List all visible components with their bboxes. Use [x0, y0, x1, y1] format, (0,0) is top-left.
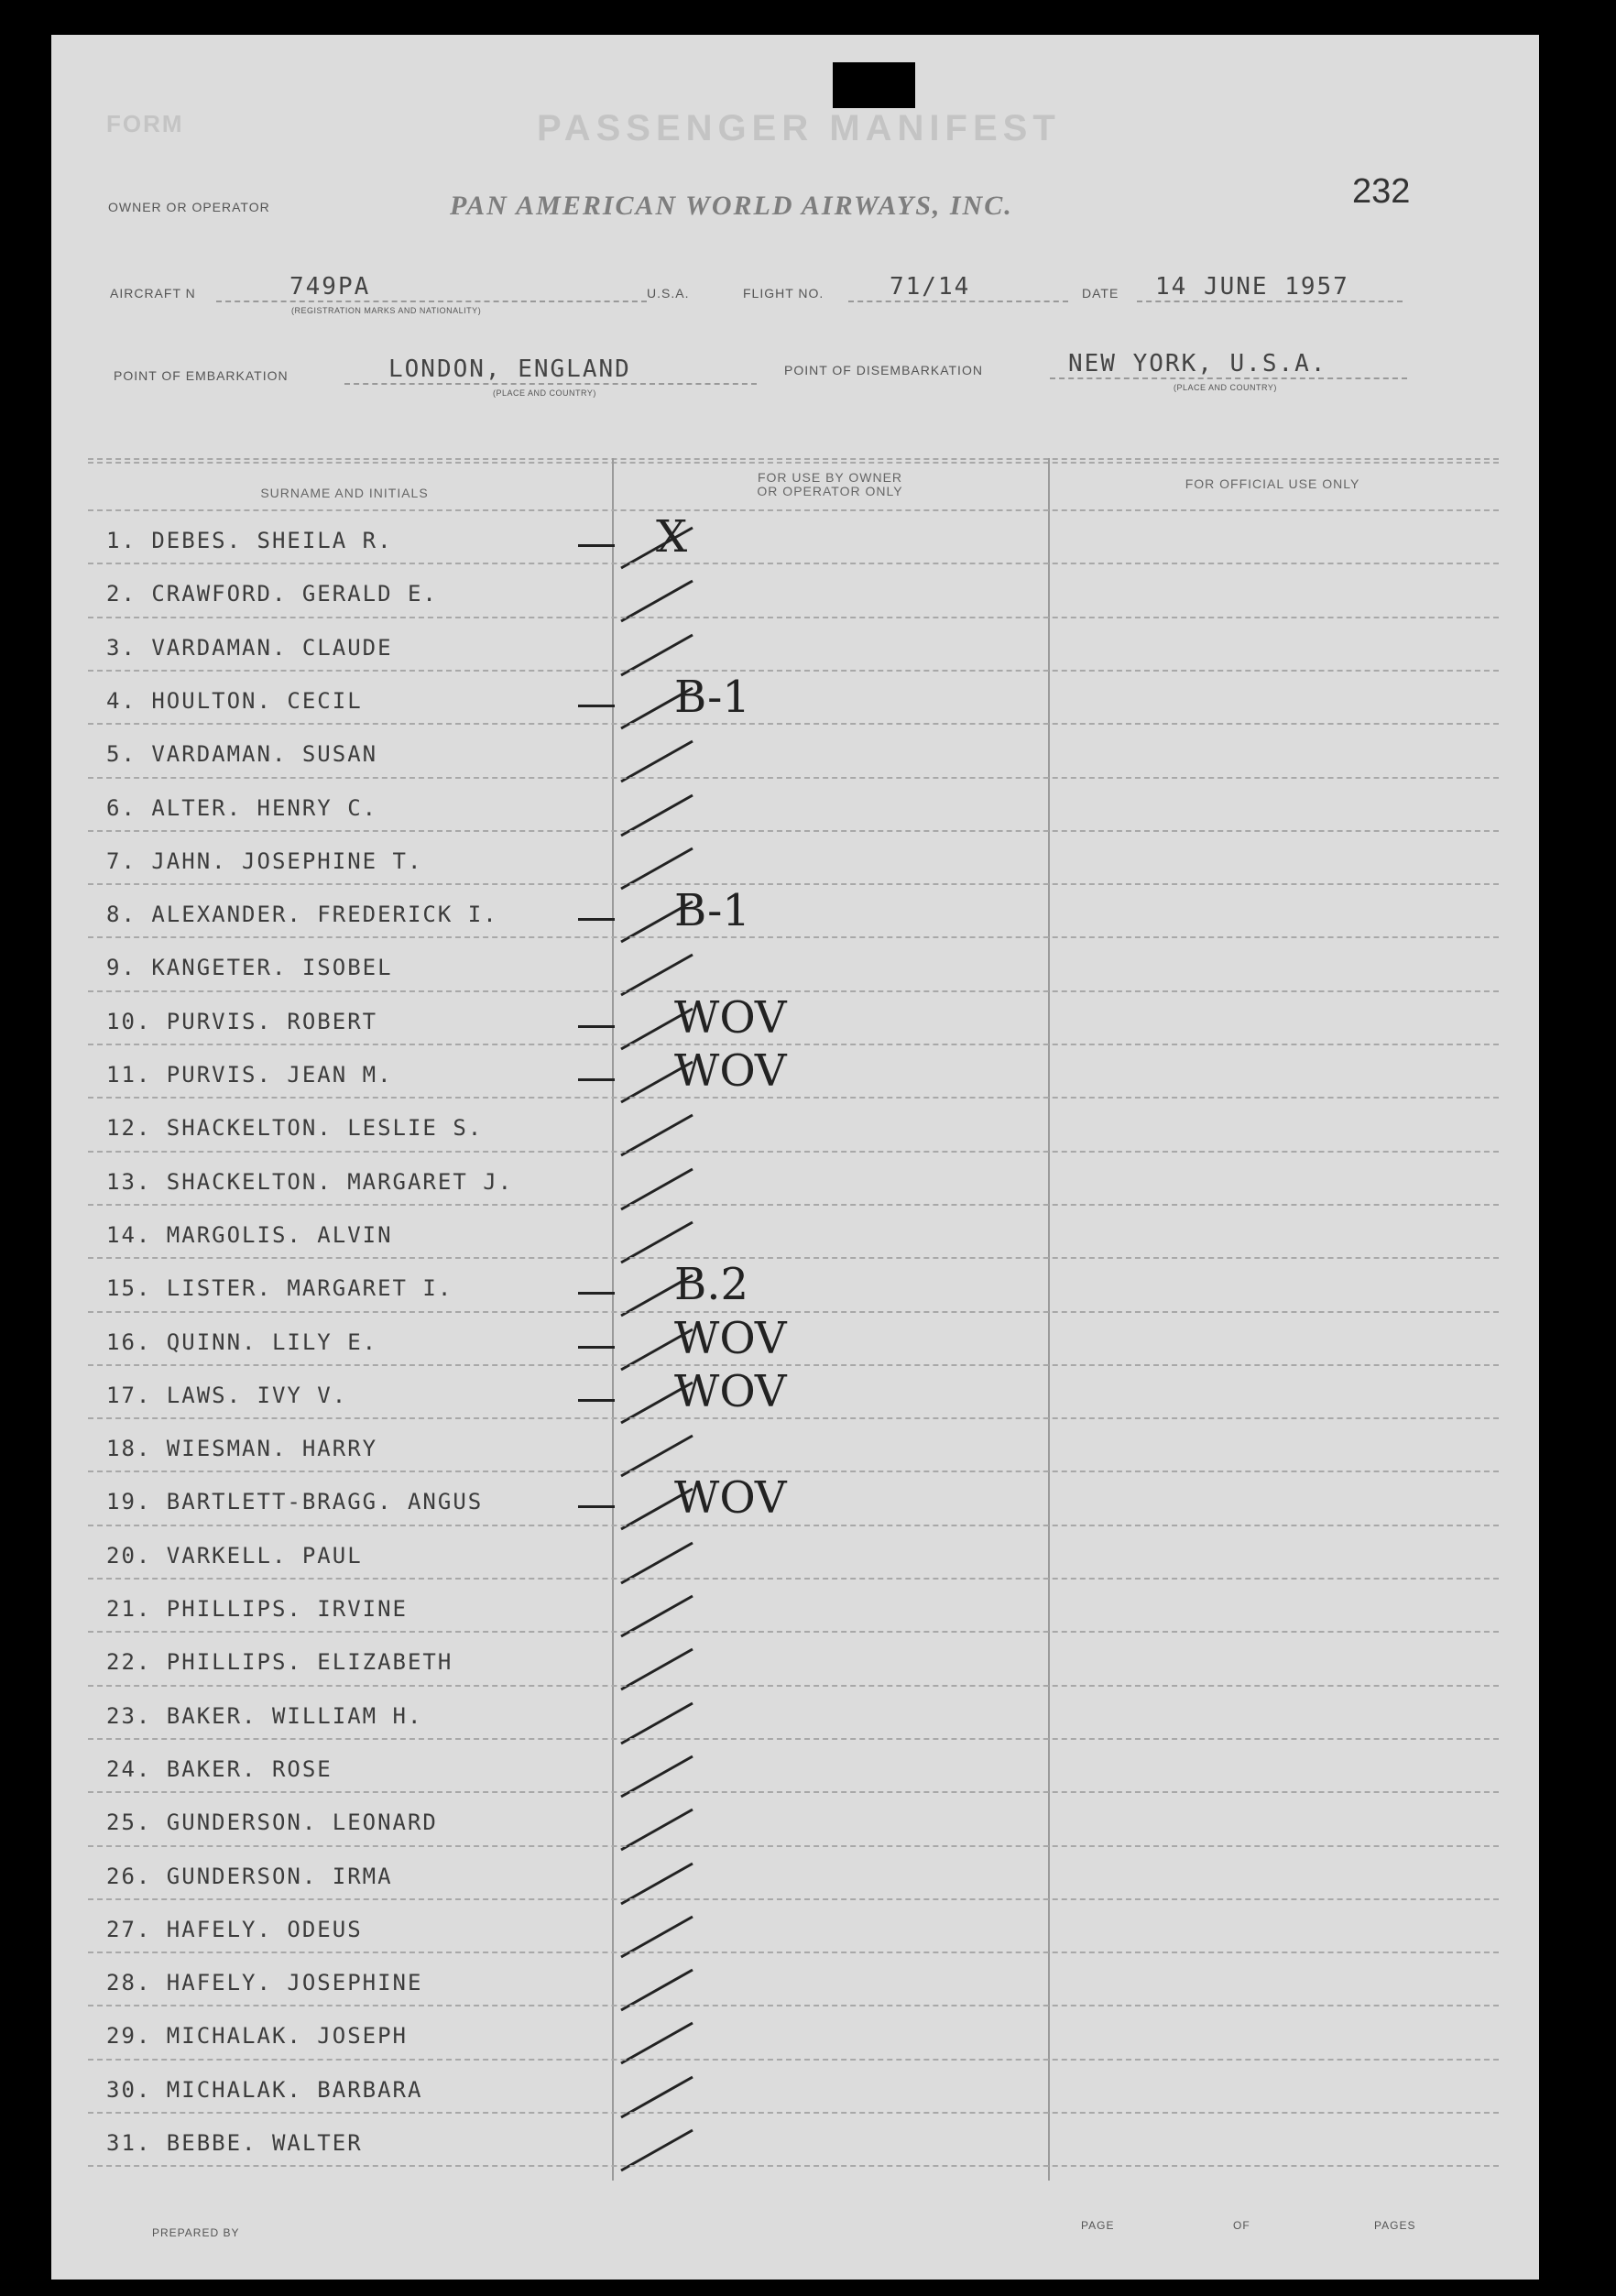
mark-dash [578, 1346, 615, 1349]
column-header-official: FOR OFFICIAL USE ONLY [1185, 476, 1360, 491]
row-rule [88, 670, 1499, 672]
disembarkation-label: POINT OF DISEMBARKATION [784, 363, 983, 377]
row-rule [88, 1845, 1499, 1847]
flight-underline [848, 301, 1068, 302]
passenger-name: 17. LAWS. IVY V. [106, 1383, 348, 1408]
handwritten-mark: B-1 [674, 672, 750, 723]
passenger-name: 12. SHACKELTON. LESLIE S. [106, 1115, 484, 1141]
check-slash-icon [617, 2017, 700, 2069]
passenger-name: 8. ALEXANDER. FREDERICK I. [106, 902, 498, 927]
handwritten-mark: B.2 [674, 1259, 749, 1310]
check-slash-icon [617, 790, 700, 841]
row-rule [88, 830, 1499, 832]
row-rule [88, 617, 1499, 618]
mark-dash [578, 1505, 615, 1508]
embarkation-value: LONDON, ENGLAND [388, 355, 631, 383]
passenger-name: 18. WIESMAN. HARRY [106, 1436, 378, 1461]
row-rule [88, 723, 1499, 725]
row-rule [88, 2112, 1499, 2114]
mark-dash [578, 1025, 615, 1028]
mark-dash [578, 1292, 615, 1295]
passenger-name: 28. HAFELY. JOSEPHINE [106, 1970, 423, 1995]
check-slash-icon [617, 1644, 700, 1695]
check-slash-icon [617, 1164, 700, 1215]
passenger-name: 29. MICHALAK. JOSEPH [106, 2023, 408, 2049]
row-rule [88, 1685, 1499, 1687]
page-number: 232 [1352, 172, 1411, 211]
aircraft-value: 749PA [289, 273, 371, 301]
passenger-name: 9. KANGETER. ISOBEL [106, 955, 393, 980]
passenger-name: 25. GUNDERSON. LEONARD [106, 1809, 438, 1835]
date-label: DATE [1082, 286, 1119, 301]
disembarkation-sublabel: (PLACE AND COUNTRY) [1174, 383, 1277, 392]
passenger-name: 27. HAFELY. ODEUS [106, 1917, 363, 1942]
column-header-owner-2: OR OPERATOR ONLY [757, 484, 903, 498]
column-divider-1 [612, 458, 614, 2181]
passenger-name: 31. BEBBE. WALTER [106, 2130, 363, 2156]
disembarkation-underline [1050, 377, 1407, 379]
row-rule [88, 777, 1499, 779]
column-header-surname: SURNAME AND INITIALS [260, 486, 429, 500]
row-rule [88, 1791, 1499, 1793]
row-rule [88, 1257, 1499, 1259]
row-rule [88, 1311, 1499, 1313]
passenger-name: 30. MICHALAK. BARBARA [106, 2077, 423, 2103]
passenger-name: 1. DEBES. SHEILA R. [106, 528, 393, 553]
usa-label: U.S.A. [647, 286, 690, 301]
passenger-name: 23. BAKER. WILLIAM H. [106, 1703, 423, 1729]
column-divider-2 [1048, 458, 1050, 2181]
table-top-rule-2 [88, 462, 1499, 464]
aircraft-underline [216, 301, 647, 302]
flight-value: 71/14 [890, 273, 971, 301]
of-label: OF [1233, 2219, 1250, 2232]
flight-label: FLIGHT NO. [743, 286, 824, 301]
date-value: 14 JUNE 1957 [1155, 273, 1349, 301]
handwritten-mark: X [656, 511, 688, 563]
binder-tab [833, 62, 915, 108]
manifest-title: PASSENGER MANIFEST [537, 108, 1061, 148]
row-rule [88, 1151, 1499, 1153]
page-label: PAGE [1081, 2219, 1115, 2232]
embarkation-sublabel: (PLACE AND COUNTRY) [493, 388, 596, 398]
handwritten-mark: WOV [674, 1472, 787, 1524]
passenger-name: 19. BARTLETT-BRAGG. ANGUS [106, 1489, 484, 1514]
passenger-name: 21. PHILLIPS. IRVINE [106, 1596, 408, 1622]
mark-dash [578, 705, 615, 707]
check-slash-icon [617, 1751, 700, 1802]
passenger-name: 22. PHILLIPS. ELIZABETH [106, 1649, 453, 1675]
passenger-name: 14. MARGOLIS. ALVIN [106, 1222, 393, 1248]
date-underline [1137, 301, 1403, 302]
handwritten-mark: WOV [674, 992, 787, 1044]
row-rule [88, 1631, 1499, 1633]
prepared-by-label: PREPARED BY [152, 2226, 240, 2239]
row-rule [88, 2059, 1499, 2061]
check-slash-icon [617, 2125, 700, 2176]
row-rule [88, 1952, 1499, 1953]
row-rule [88, 883, 1499, 885]
row-rule [88, 1044, 1499, 1045]
passenger-name: 26. GUNDERSON. IRMA [106, 1864, 393, 1889]
check-slash-icon [617, 1698, 700, 1749]
mark-dash [578, 918, 615, 921]
check-slash-icon [617, 1537, 700, 1589]
mark-dash [578, 544, 615, 547]
row-rule [88, 1364, 1499, 1366]
pages-label: PAGES [1374, 2219, 1416, 2232]
check-slash-icon [617, 736, 700, 787]
handwritten-mark: WOV [674, 1366, 787, 1417]
embarkation-label: POINT OF EMBARKATION [114, 368, 289, 383]
disembarkation-value: NEW YORK, U.S.A. [1068, 350, 1327, 377]
passenger-name: 15. LISTER. MARGARET I. [106, 1275, 453, 1301]
row-rule [88, 1417, 1499, 1419]
passenger-name: 6. ALTER. HENRY C. [106, 795, 378, 821]
row-rule [88, 563, 1499, 564]
check-slash-icon [617, 2072, 700, 2123]
row-rule [88, 2005, 1499, 2006]
passenger-name: 2. CRAWFORD. GERALD E. [106, 581, 438, 607]
check-slash-icon [617, 1858, 700, 1909]
check-slash-icon [617, 575, 700, 627]
passenger-name: 20. VARKELL. PAUL [106, 1543, 363, 1569]
manifest-page [51, 35, 1539, 2280]
check-slash-icon [617, 1591, 700, 1642]
row-rule [88, 1471, 1499, 1472]
row-rule [88, 990, 1499, 992]
owner-label: OWNER OR OPERATOR [108, 200, 270, 214]
mark-dash [578, 1399, 615, 1402]
passenger-name: 3. VARDAMAN. CLAUDE [106, 635, 393, 661]
form-number-stamp: FORM [106, 110, 184, 137]
passenger-name: 11. PURVIS. JEAN M. [106, 1062, 393, 1088]
row-rule [88, 936, 1499, 938]
handwritten-mark: WOV [674, 1313, 787, 1364]
row-rule [88, 1204, 1499, 1206]
aircraft-label: AIRCRAFT N [110, 286, 196, 301]
passenger-name: 5. VARDAMAN. SUSAN [106, 741, 378, 767]
check-slash-icon [617, 1804, 700, 1855]
passenger-name: 10. PURVIS. ROBERT [106, 1009, 378, 1034]
row-rule [88, 509, 1499, 511]
passenger-name: 13. SHACKELTON. MARGARET J. [106, 1169, 514, 1195]
row-rule [88, 1097, 1499, 1099]
passenger-name: 7. JAHN. JOSEPHINE T. [106, 848, 423, 874]
owner-value: PAN AMERICAN WORLD AIRWAYS, INC. [450, 191, 1013, 221]
row-rule [88, 1525, 1499, 1526]
column-header-owner-1: FOR USE BY OWNER [757, 470, 903, 485]
row-rule [88, 1578, 1499, 1580]
passenger-name: 24. BAKER. ROSE [106, 1756, 333, 1782]
row-rule [88, 2165, 1499, 2167]
check-slash-icon [617, 1911, 700, 1963]
handwritten-mark: WOV [674, 1045, 787, 1097]
passenger-name: 4. HOULTON. CECIL [106, 688, 363, 714]
mark-dash [578, 1078, 615, 1081]
row-rule [88, 1898, 1499, 1900]
aircraft-sublabel: (REGISTRATION MARKS AND NATIONALITY) [291, 306, 482, 315]
check-slash-icon [617, 1110, 700, 1161]
embarkation-underline [344, 383, 757, 385]
check-slash-icon [617, 1964, 700, 2016]
table-top-rule [88, 458, 1499, 460]
handwritten-mark: B-1 [674, 885, 750, 936]
row-rule [88, 1738, 1499, 1740]
passenger-name: 16. QUINN. LILY E. [106, 1329, 378, 1355]
